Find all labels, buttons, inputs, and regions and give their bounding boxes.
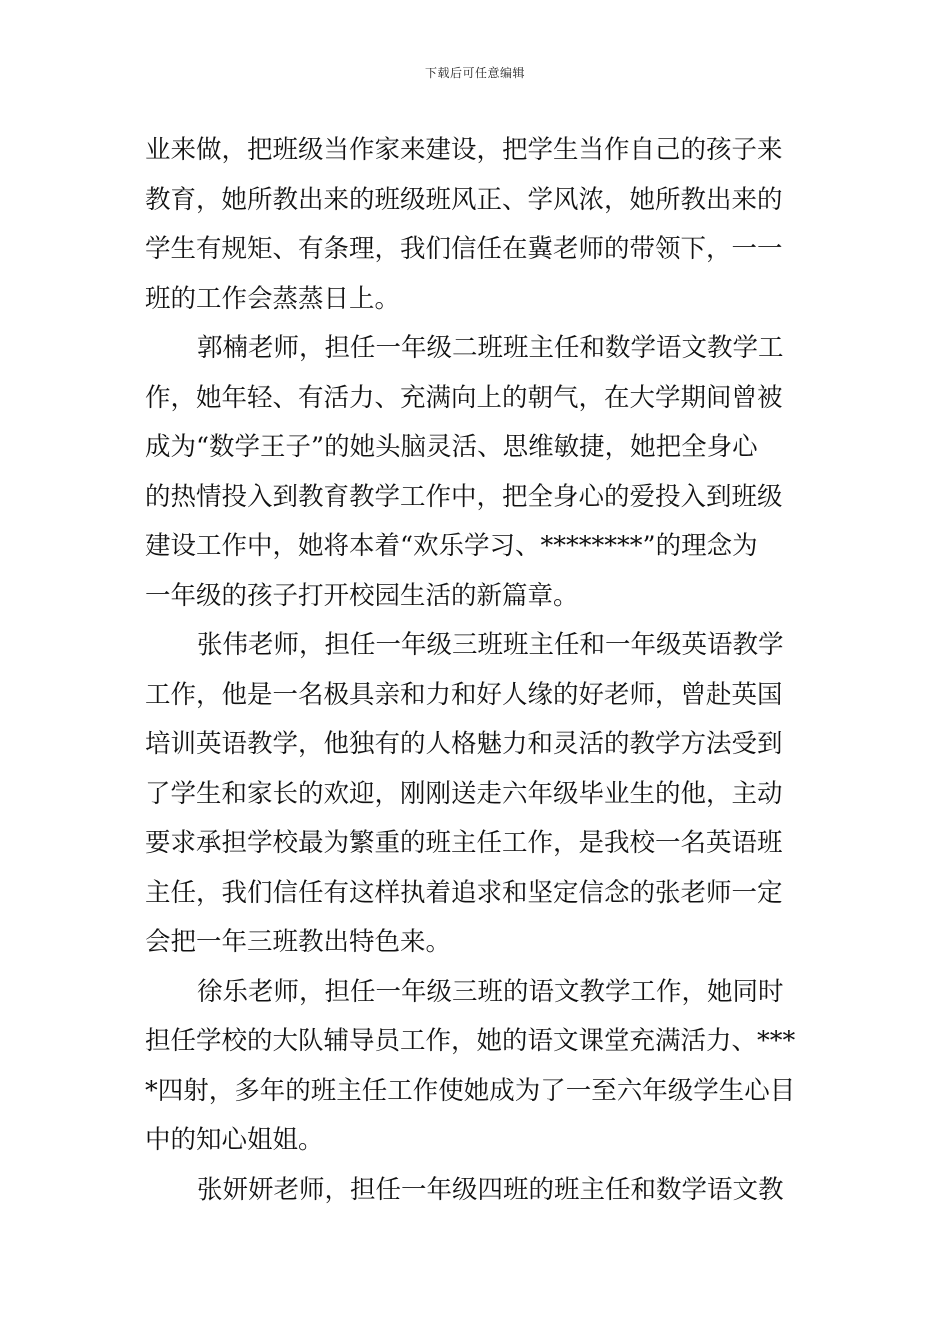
document-body [145,126,810,1215]
text-line: 张伟老师，担任一年级三班班主任和一年级英语教学 [197,630,784,660]
text-line: 培训英语教学，他独有的人格魅力和灵活的教学方法受到 [145,729,783,759]
text-line: 会把一年三班教出特色来。 [145,927,452,957]
page-header: 下载后可任意编辑 [424,66,525,80]
text-line: 郭楠老师，担任一年级二班班主任和数学语文教学工 [197,333,784,363]
text-line: 一年级的孩子打开校园生活的新篇章。 [145,580,579,611]
text-line: 张妍妍老师，担任一年级四班的班主任和数学语文教 [197,1174,784,1205]
paragraph-zhang-yanyan [145,1166,810,1216]
text-line: 主任，我们信任有这样执着追求和坚定信念的张老师一定 [145,877,783,908]
text-line: 徐乐老师，担任一年级三班的语文教学工作，她同时 [197,976,784,1007]
text-line: 学生有规矩、有条理，我们信任在冀老师的带领下，一一 [145,234,783,264]
text-line: 业来做，把班级当作家来建设，把学生当作自己的孩子来 [145,135,783,165]
text-line: 教育，她所教出来的班级班风正、学风浓，她所教出来的 [145,184,783,215]
text-line: *四射，多年的班主任工作使她成为了一至六年级学生心目 [145,1075,796,1106]
text-line: 要求承担学校最为繁重的班主任工作，是我校一名英语班 [145,828,783,858]
paragraph-zhang-wei [145,621,810,968]
text-line: 了学生和家长的欢迎，刚刚送走六年级毕业生的他，主动 [145,778,783,809]
text-line: 担任学校的大队辅导员工作，她的语文课堂充满活力、*** [145,1026,796,1056]
paragraph-continuation [145,126,810,324]
text-line: 中的知心姐姐。 [145,1125,324,1155]
paragraph-guo-nan [145,324,810,621]
text-line: 工作，他是一名极具亲和力和好人缘的好老师，曾赴英国 [145,679,783,710]
text-line: 建设工作中，她将本着“欢乐学习、********”的理念为 [145,531,758,561]
text-line: 班的工作会蒸蒸日上。 [145,283,401,314]
paragraph-xu-le [145,968,810,1166]
text-line: 作，她年轻、有活力、充满向上的朝气，在大学期间曾被 [145,382,783,413]
text-line: 的热情投入到教育教学工作中，把全身心的爱投入到班级 [145,481,783,512]
text-line: 成为“数学王子”的她头脑灵活、思维敏捷，她把全身心 [145,432,758,462]
